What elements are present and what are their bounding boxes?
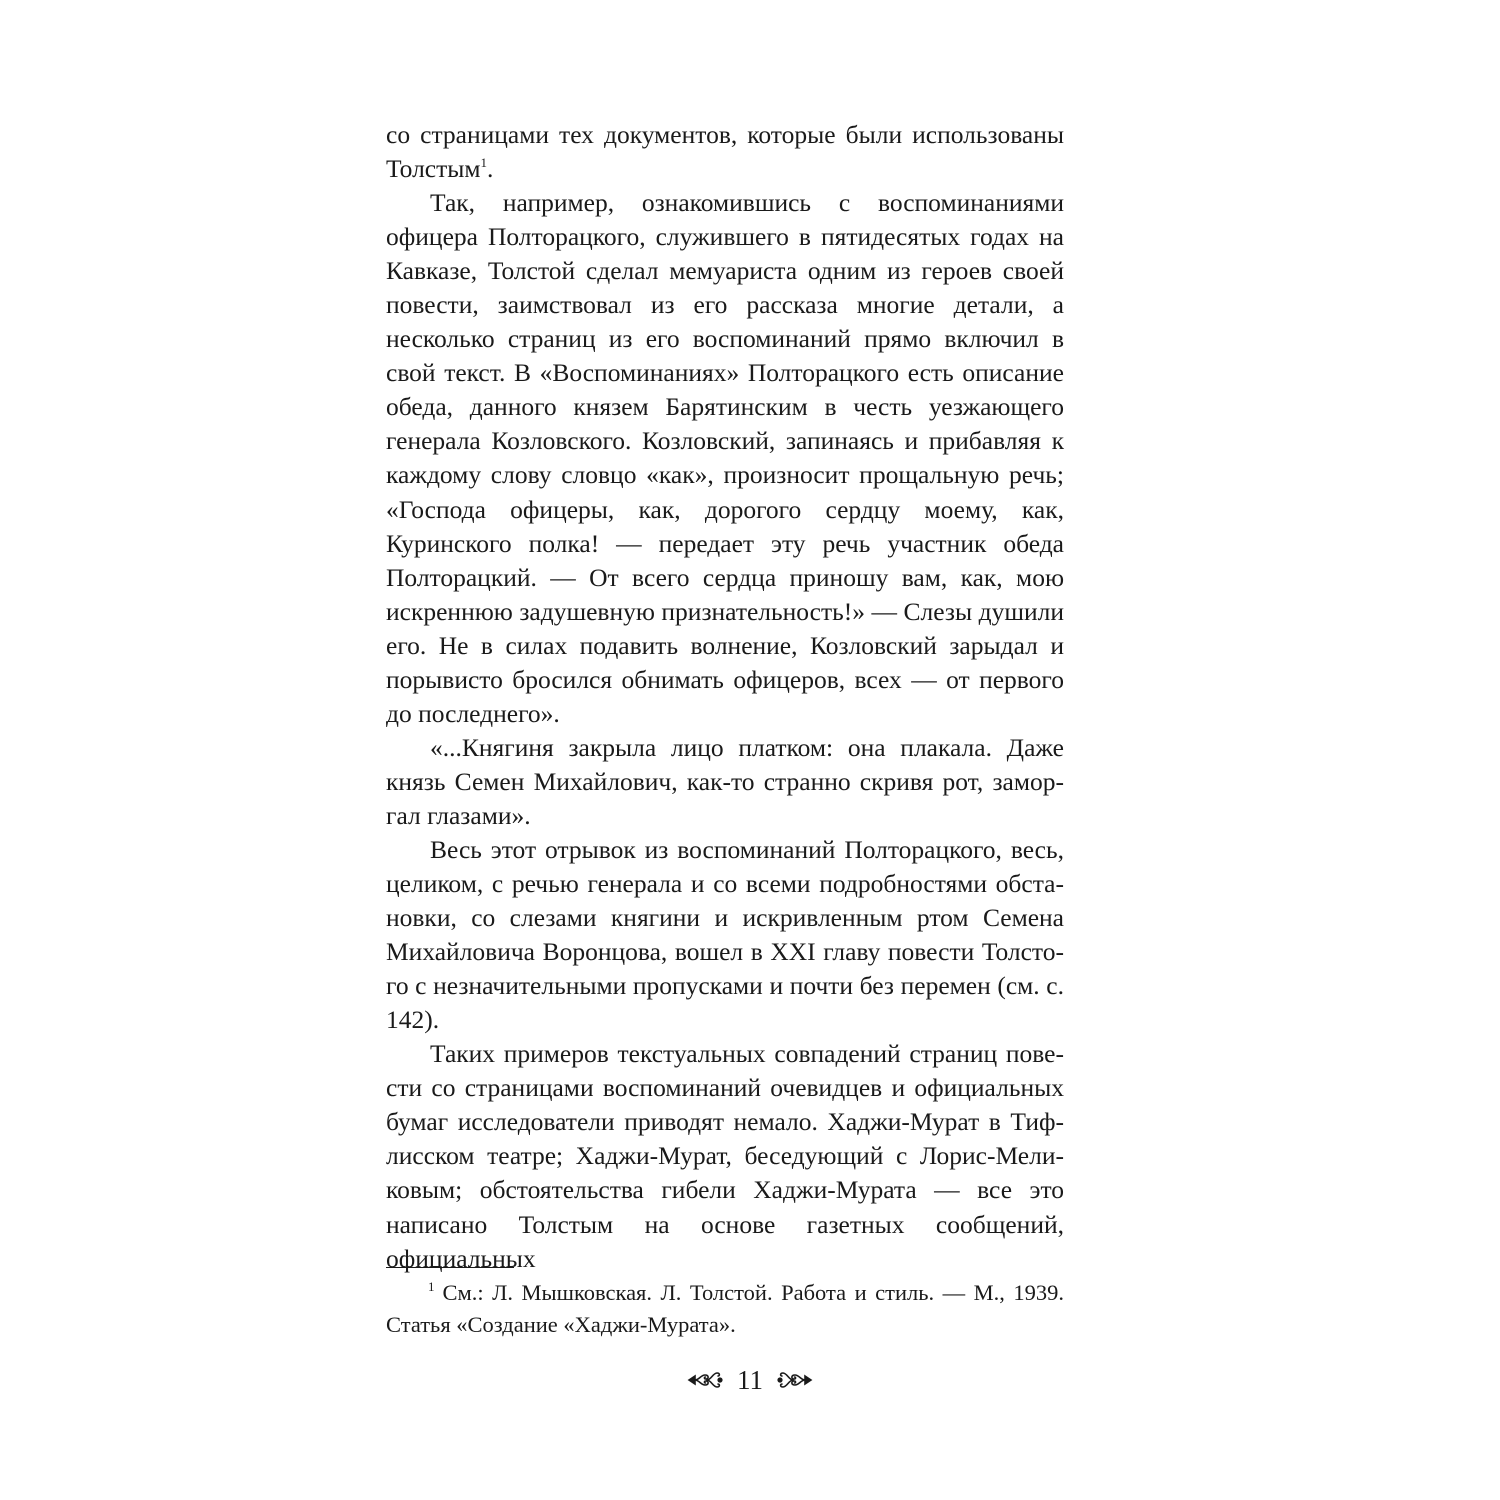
footnote-reference: 1: [480, 155, 488, 171]
paragraph-3: «...Княгиня закрыла лицо платком: она плакала. Даже князь Семен Михайлович, как-то странно скривя рот, заморгал глазами».: [386, 732, 1064, 830]
paragraph-2: Так, например, ознакомившись с воспоминаниями офицера Полторацкого, служившего в пятидесятых годах на Кавказе, Толстой сделал мемуариста одним из героев своей повести, заимствовал из его рассказа многие детали, а несколько страниц из его воспоминаний прямо включил в свой текст. В «Воспоминаниях» Полторацкого есть описание обеда, данного князем Барятинским в честь уезжающего генерала Козловского. Козловский, запинаясь и прибавляя к каждому слову словцо «как», произносит прощальную речь; «Господа офицеры, как, дорогого сердцу моему, как, Куринского полка! — передает эту речь участник обеда Полторацкий. — От всего сердца приношу вам, как, мою искреннюю задушевную признательность!» — Слезы душили его. Не в силах подавить волнение, Козловский зарыдал и порывисто бросился обнимать офицеров, всех — от первого до последнего».: [386, 188, 1064, 728]
paragraph-5: Таких примеров текстуальных совпадений страниц повести со страницами воспоминаний очевидцев и официальных бумаг исследователи приводят немало. Хаджи-Мурат в Тифлисском театре; Хаджи-Мурат, беседующий с Лорис-Меликовым; обстоятельства гибели Хаджи-Мурата — все это написано Толстым на основе газетных сообщений, официальных: [386, 1039, 1064, 1273]
paragraph-text: со страницами тех документов, которые были использованы Толстым: [386, 120, 1064, 184]
paragraph-4: Весь этот отрывок из воспоминаний Полторацкого, весь, целиком, с речью генерала и со всеми подробностями обстановки, со слезами княгини и искривленным ртом Семена Михайловича Воронцова, вошел в XXI главу повести Толстого с незначительными пропусками и почти без перемен (см. с. 142).: [386, 834, 1064, 1035]
footnote-divider: [386, 1267, 514, 1268]
footnote-number: 1: [428, 1279, 435, 1294]
footnote-text: См.: Л. Мышковская. Л. Толстой. Работа и стиль. — М., 1939. Статья «Создание «Хаджи-Мурата».: [386, 1280, 1064, 1337]
page-footer: [0, 1360, 1500, 1400]
page-number: 11: [737, 1365, 763, 1395]
right-ornament-icon: [777, 1369, 813, 1391]
body-text: [386, 118, 1064, 1276]
left-ornament-icon: [687, 1369, 723, 1391]
paragraph-1: со страницами тех документов, которые были использованы Толстым$^1$.: [386, 120, 1064, 184]
footnote: [386, 1277, 1064, 1341]
